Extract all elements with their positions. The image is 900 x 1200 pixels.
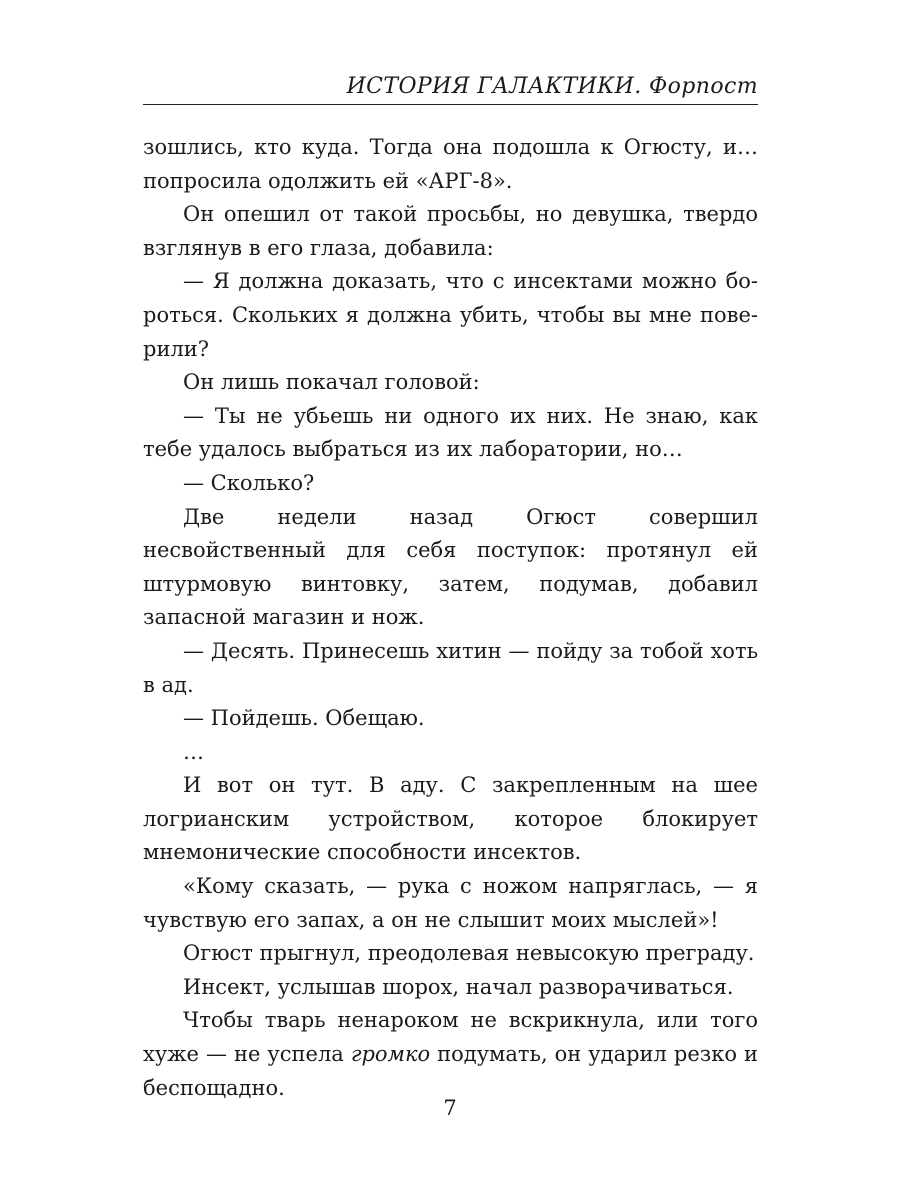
emphasized-word: громко	[350, 1042, 431, 1067]
paragraph-text: подумать, он ударил резко и беспощадно.	[143, 1042, 758, 1100]
paragraph: — Десять. Принесешь хитин — пойду за тобой хоть в ад.	[143, 638, 758, 697]
paragraph: Инсект, услышав шорох, начал разворачиваться.	[183, 974, 734, 999]
book-title: Форпост	[649, 74, 758, 99]
paragraph: Две недели назад Огюст совершил несвойственный для себя поступок: протянул ей штурмовую винтовку, затем, подумав, добавил запасной магазин и нож.	[143, 504, 758, 630]
body-text	[143, 131, 758, 1105]
running-head	[143, 72, 758, 102]
paragraph: — Сколько?	[183, 470, 315, 495]
header-rule	[143, 104, 758, 105]
paragraph: «Кому сказать, — рука с ножом напряглась, — я чувствую его запах, а он не слышит моих мыслей»!	[143, 874, 758, 932]
series-title: ИСТОРИЯ ГАЛАКТИКИ.	[346, 74, 642, 99]
paragraph: Огюст прыгнул, преодолевая невысокую преграду.	[183, 941, 755, 966]
paragraph: — Я должна доказать, что с инсектами можно бороться. Скольких я должна убить, чтобы вы мне поверили?	[143, 269, 758, 361]
paragraph: — Ты не убьешь ни одного их них. Не знаю, как тебе удалось выбраться из их лаборатории, но…	[143, 403, 758, 462]
paragraph: Он лишь покачал головой:	[183, 370, 480, 395]
paragraph: И вот он тут. В аду. С закрепленным на шее логрианским устройством, которое блокирует мнемонические способности инсектов.	[143, 773, 758, 865]
paragraph: — Пойдешь. Обещаю.	[183, 706, 425, 731]
scene-break-ellipsis: …	[183, 739, 204, 764]
page-number: 7	[443, 1096, 457, 1120]
paragraph	[143, 1004, 758, 1105]
paragraph: зошлись, кто куда. Тогда она подошла к Огюсту, и… попросила одолжить ей «АРГ-8».	[143, 135, 758, 193]
paragraph-text: Чтобы тварь ненароком не вскрикнула, или того хуже — не успела	[143, 1008, 758, 1067]
paragraph: Он опешил от такой просьбы, но девушка, твердо взглянув в его глаза, добавила:	[143, 202, 758, 260]
